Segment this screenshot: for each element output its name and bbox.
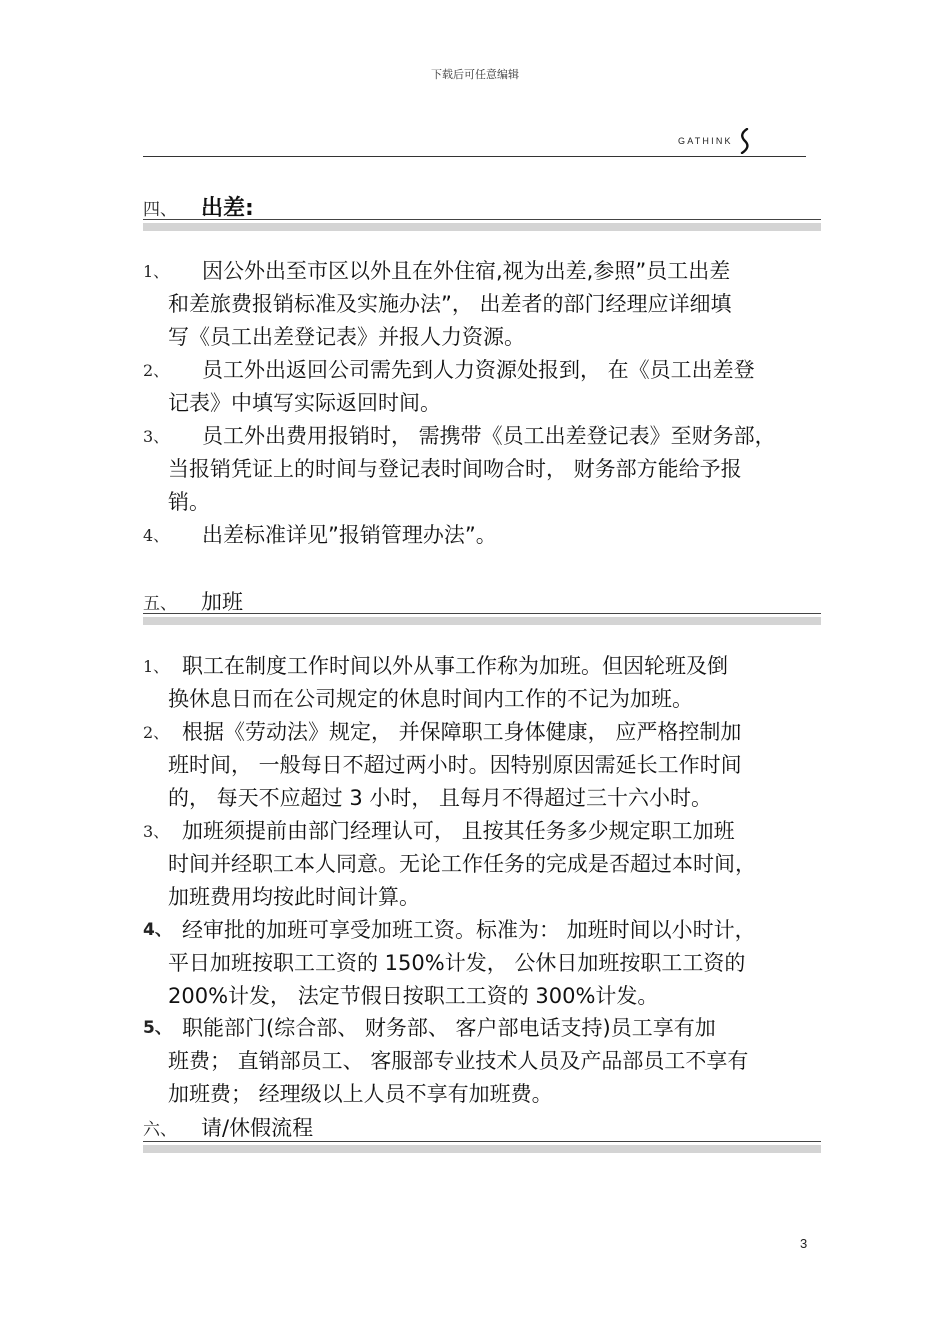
item-text: 加班须提前由部门经理认可， 且按其任务多少规定职工加班 时间并经职工本人同意。无论工作任务的完成是否超过本时间， 加班费用均按此时间计算。	[168, 819, 756, 909]
section-number: 六、	[143, 1120, 177, 1140]
item-text: 员工外出费用报销时， 需携带《员工出差登记表》至财务部， 当报销凭证上的时间与登记表时间吻合时， 财务部方能给予报 销。	[168, 424, 776, 514]
item-text: 职能部门(综合部、 财务部、 客户部电话支持)员工享有加 班费； 直销部员工、 客服部专业技术人员及产品部员工不享有 加班费； 经理级以上人员不享有加班费。	[168, 1016, 749, 1106]
section-title: 加班	[201, 590, 243, 614]
section-title: 请/休假流程	[201, 1116, 314, 1140]
list-item	[143, 914, 813, 1013]
section-rule	[143, 219, 821, 220]
section-number: 四、	[143, 200, 177, 220]
section-band	[143, 617, 821, 625]
item-number: 1、	[143, 657, 170, 676]
item-number: 1、	[143, 262, 170, 281]
header-rule	[143, 156, 806, 157]
item-number: 3、	[143, 822, 170, 841]
item-text: 职工在制度工作时间以外从事工作称为加班。但因轮班及倒 换休息日而在公司规定的休息时间内工作的不记为加班。	[168, 654, 728, 711]
page-number: 3	[800, 1236, 808, 1251]
item-text: 员工外出返回公司需先到人力资源处报到， 在《员工出差登 记表》中填写实际返回时间。	[168, 358, 755, 415]
item-number: 2、	[143, 361, 170, 380]
item-number: 5、	[143, 1018, 172, 1038]
section-heading-travel	[143, 191, 821, 222]
section-number: 五、	[143, 594, 177, 614]
section-rule	[143, 1141, 821, 1142]
section-band	[143, 1145, 821, 1153]
item-number: 3、	[143, 427, 170, 446]
item-text: 因公外出至市区以外且在外住宿,视为出差,参照”员工出差 和差旅费报销标准及实施办法”， 出差者的部门经理应详细填 写《员工出差登记表》并报人力资源。	[168, 259, 732, 349]
item-number: 4、	[143, 920, 172, 940]
item-text: 根据《劳动法》规定， 并保障职工身体健康， 应严格控制加 班时间， 一般每日不超过两小时。因特别原因需延长工作时间 的， 每天不应超过 3 小时， 且每月不得超过三十六小时。	[168, 720, 742, 810]
section-heading-leave	[143, 1112, 821, 1142]
brand-swirl-icon	[739, 128, 751, 154]
item-number: 4、	[143, 526, 170, 545]
section-rule	[143, 613, 821, 614]
section-title: 出差:	[201, 196, 254, 221]
list-item	[143, 1012, 813, 1111]
brand-name: GATHINK	[678, 136, 733, 146]
list-item	[143, 650, 813, 716]
list-item	[143, 519, 813, 552]
brand-logo	[678, 128, 751, 154]
section-heading-overtime	[143, 586, 821, 616]
list-item	[143, 255, 813, 354]
item-text: 经审批的加班可享受加班工资。标准为： 加班时间以小时计， 平日加班按职工工资的 150%计发， 公休日加班按职工工资的 200%计发， 法定节假日按职工工资的 300%计发。	[168, 918, 756, 1008]
download-note: 下载后可任意编辑	[431, 68, 519, 81]
item-text: 出差标准详见”报销管理办法”。	[202, 523, 497, 547]
list-item	[143, 354, 813, 420]
item-number: 2、	[143, 723, 170, 742]
list-item	[143, 420, 813, 519]
list-item	[143, 716, 813, 815]
list-item	[143, 815, 813, 914]
section-band	[143, 223, 821, 231]
